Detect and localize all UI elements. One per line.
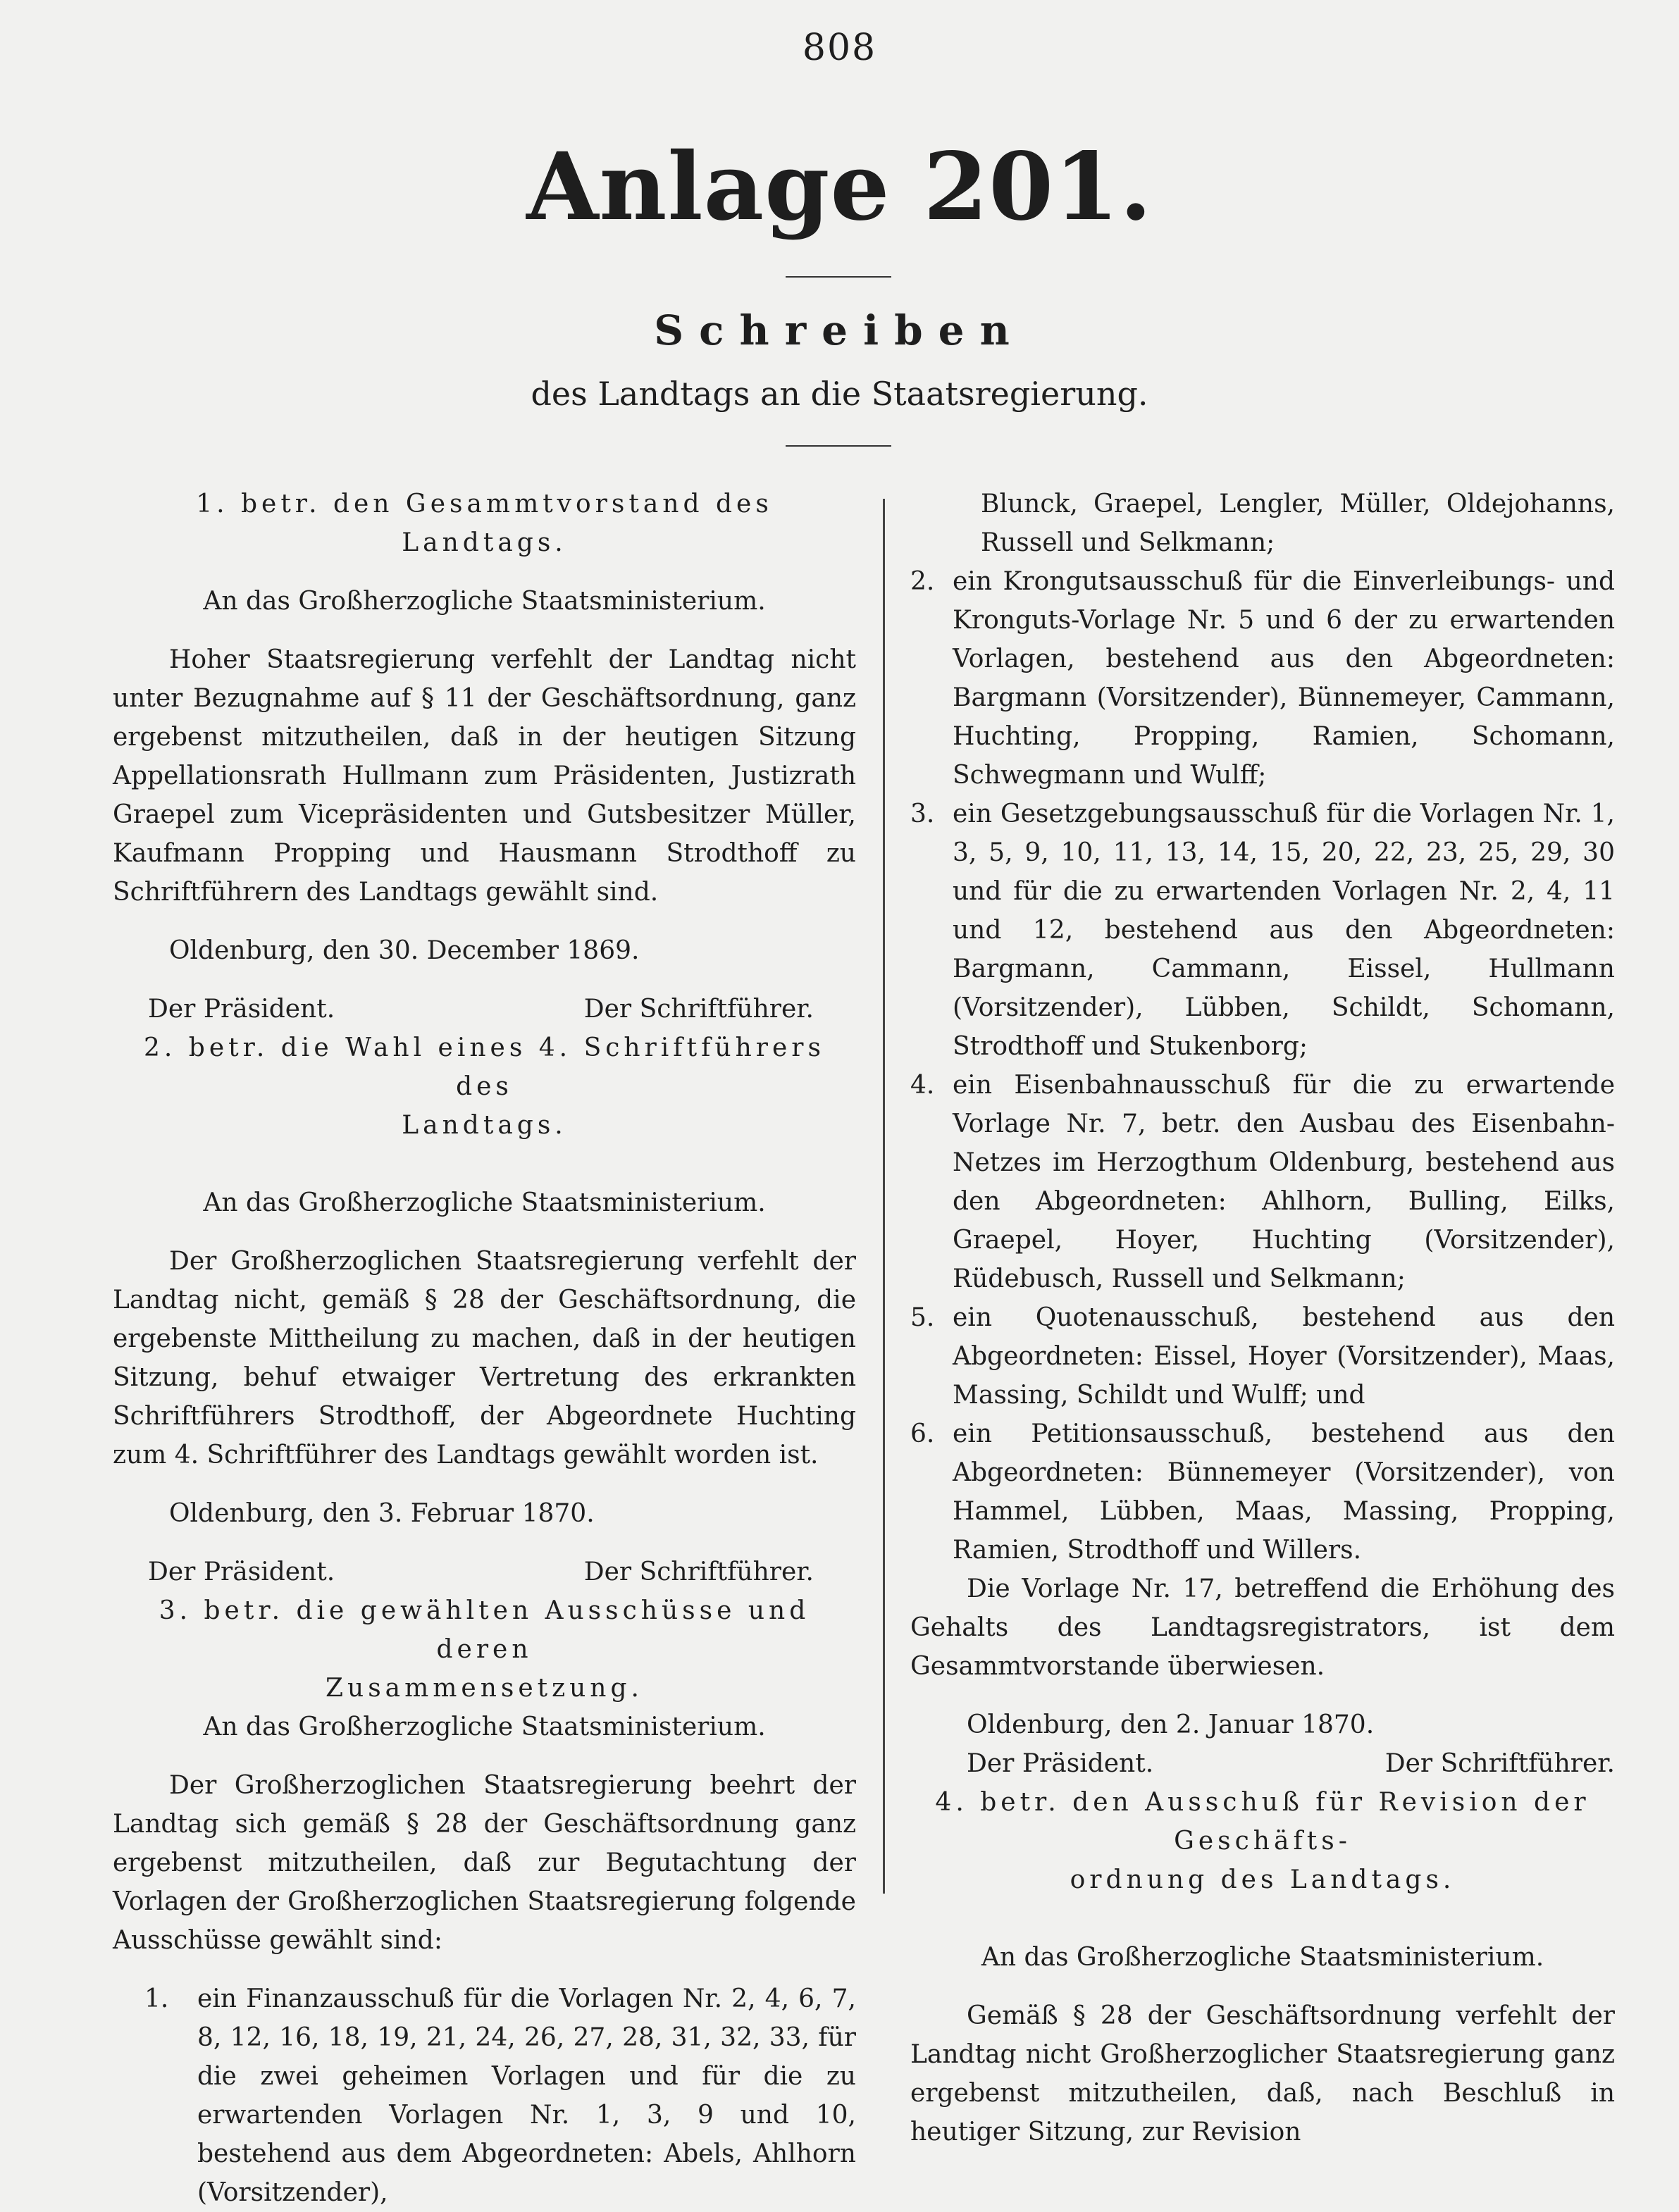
list-item-text: ein Krongutsausschuß für die Einverleibungs- und Kronguts-Vorlage Nr. 5 und 6 der zu erwartenden Vorlagen, bestehend aus den Abgeordneten: Bargmann (Vorsitzender), Bünnemeyer, Cammann, Huchting, Propping, Ramien, Schomann, Schwegmann und Wulff; [953,567,1615,790]
section-heading: 4. betr. den Ausschuß für Revision der Geschäfts- [935,1788,1590,1856]
signature-president: Der Präsident. [148,995,335,1024]
signature-secretary: Der Schriftführer. [583,995,814,1024]
section-body: Hoher Staatsregierung verfehlt der Landtag nicht unter Bezugnahme auf § 11 der Geschäftsordnung, ganz ergebenst mitzutheilen, daß in der heutigen Sitzung Appellationsrath Hullmann zum Präsidenten, Justizrath Graepel zum Vicepräsidenten und Gutsbesitzer Müller, Kaufmann Propping und Hausmann Strodthoff zu Schriftführern des Landtags gewählt sind. [113,645,856,907]
section-address: An das Großherzogliche Staatsministerium. [203,1713,766,1741]
section-heading: 3. betr. die gewählten Ausschüsse und deren [159,1596,810,1664]
section-heading: 1. betr. den Gesammtvorstand des Landtags. [196,490,773,557]
section-address: An das Großherzogliche Staatsministerium. [203,1188,766,1217]
page-number: 808 [802,27,877,69]
section-2 [113,1029,856,1591]
section-date: Oldenburg, den 30. December 1869. [169,936,640,965]
list-item-number: 2. [910,567,935,596]
title-rule [786,276,891,278]
section-date: Oldenburg, den 3. Februar 1870. [169,1499,595,1528]
list-item [910,795,1615,1066]
section-4 [910,1783,1615,2151]
column-separator [883,499,885,1894]
list-item-number: 1. [144,1984,169,2013]
list-item-text: ein Quotenausschuß, bestehend aus den Abgeordneten: Eissel, Hoyer (Vorsitzender), Maas, Massing, Schildt und Wulff; und [953,1303,1615,1410]
signature-president: Der Präsident. [967,1749,1154,1778]
signature-line [113,990,856,1029]
signature-president: Der Präsident. [148,1558,335,1586]
section-heading-line2: Landtags. [402,1111,567,1140]
list-item [910,1415,1615,1570]
signature-line [113,1553,856,1591]
subtitle-rule [786,445,891,447]
section-body: Der Großherzoglichen Staatsregierung beehrt der Landtag sich gemäß § 28 der Geschäftsordnung ganz ergebenst mitzutheilen, daß zur Begutachtung der Vorlagen der Großherzoglichen Staatsregierung folgende Ausschüsse gewählt sind: [113,1771,856,1955]
section-body: Der Großherzoglichen Staatsregierung verfehlt der Landtag nicht, gemäß § 28 der Geschäftsordnung, die ergebenste Mittheilung zu machen, daß in der heutigen Sitzung, behuf etwaiger Vertretung des erkrankten Schriftführers Strodthoff, der Abgeordnete Huchting zum 4. Schriftführer des Landtags gewählt worden ist. [113,1247,856,1470]
list-item-number: 6. [910,1419,935,1448]
section-heading-line2: ordnung des Landtags. [1070,1865,1456,1894]
vorlage-note: Die Vorlage Nr. 17, betreffend die Erhöhung des Gehalts des Landtagsregistrators, ist dem Gesammtvorstande überwiesen. [910,1574,1615,1681]
document-subtitle-line2: des Landtags an die Staatsregierung. [531,375,1148,413]
section-1 [113,485,856,1029]
section-date: Oldenburg, den 2. Januar 1870. [967,1710,1375,1739]
signature-secretary: Der Schriftführer. [1384,1749,1615,1778]
list-item-text: ein Gesetzgebungsausschuß für die Vorlagen Nr. 1, 3, 5, 9, 10, 11, 13, 14, 15, 20, 22, 23, 25, 29, 30 und für die zu erwartenden Vorlagen Nr. 2, 4, 11 und 12, bestehend aus den Abgeordneten: Bargmann, Cammann, Eissel, Hullmann (Vorsitzender), Lübben, Schildt, Schomann, Strodthoff und Stukenborg; [953,800,1615,1061]
list-item [910,1298,1615,1415]
list-item-number: 4. [910,1071,935,1100]
list-item-number: 3. [910,800,935,828]
list-item-text: ein Eisenbahnausschuß für die zu erwartende Vorlage Nr. 7, betr. den Ausbau des Eisenbahn-Netzes im Herzogthum Oldenburg, bestehend aus den Abgeordneten: Ahlhorn, Bulling, Eilks, Graepel, Hoyer, Huchting (Vorsitzender), Rüdebusch, Russell und Selkmann; [953,1071,1615,1293]
signature-secretary: Der Schriftführer. [583,1558,814,1586]
list-item-text: ein Petitionsausschuß, bestehend aus den Abgeordneten: Bünnemeyer (Vorsitzender), von Hammel, Lübben, Maas, Massing, Propping, Ramien, Strodthoff und Willers. [953,1419,1615,1565]
section-body: Gemäß § 28 der Geschäftsordnung verfehlt der Landtag nicht Großherzoglicher Staatsregierung ganz ergebenst mitzutheilen, daß, nach Beschluß in heutiger Sitzung, zur Revision [910,2001,1615,2146]
document-subtitle: Schreiben [654,306,1025,354]
right-column [910,485,1615,2151]
list-item [113,1980,856,2212]
document-title: Anlage 201. [526,132,1153,242]
list-item [910,562,1615,795]
section-heading-line2: Zusammensetzung. [326,1674,643,1703]
section-address: An das Großherzogliche Staatsministerium. [203,587,766,616]
section-address: An das Großherzogliche Staatsministerium. [981,1943,1544,1972]
list-item-continuation: Blunck, Graepel, Lengler, Müller, Oldejohanns, Russell und Selkmann; [981,490,1615,557]
signature-line [910,1744,1615,1783]
list-item [910,1066,1615,1298]
section-3 [113,1591,856,2212]
list-item-text: ein Finanzausschuß für die Vorlagen Nr. 2, 4, 6, 7, 8, 12, 16, 18, 19, 21, 24, 26, 27, 28, 31, 32, 33, für die zwei geheimen Vorlagen und für die zu erwartenden Vorlagen Nr. 1, 3, 9 und 10, bestehend aus dem Abgeordneten: Abels, Ahlhorn (Vorsitzender), [197,1984,856,2207]
left-column [113,485,856,2212]
list-item-number: 5. [910,1303,935,1332]
section-heading: 2. betr. die Wahl eines 4. Schriftführers des [144,1033,825,1101]
